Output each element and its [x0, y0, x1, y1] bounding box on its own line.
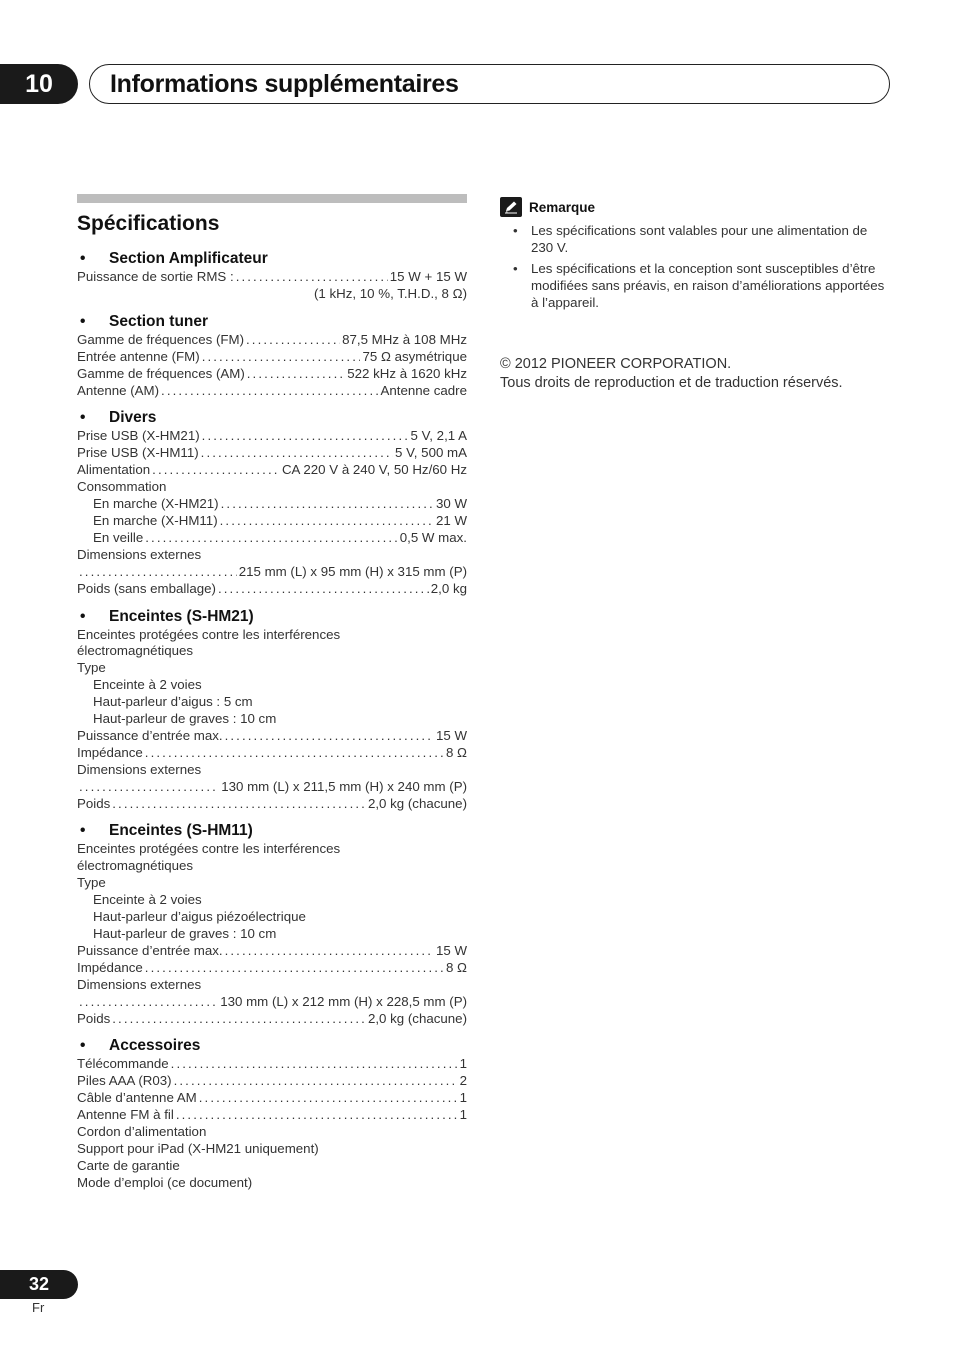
- spec-value: 15 W: [435, 942, 467, 958]
- spec-value: 0,5 W max.: [399, 529, 467, 545]
- leader-dots: [201, 445, 393, 462]
- amp-section: [77, 249, 467, 303]
- note-header: [500, 196, 890, 218]
- spec-label: Prise USB (X-HM11): [77, 445, 199, 461]
- chapter-title-box: [89, 64, 890, 104]
- leader-dots: [225, 728, 434, 745]
- spec-label: Impédance: [77, 744, 143, 760]
- spec-value: 5 V, 500 mA: [395, 445, 467, 461]
- spec-value: 130 mm (L) x 211,5 mm (H) x 240 mm (P): [221, 778, 467, 794]
- leader-dots: [247, 366, 346, 383]
- spec-text: Support pour iPad (X-HM21 uniquement): [77, 1140, 319, 1156]
- spec-text: Haut-parleur de graves : 10 cm: [93, 711, 277, 727]
- spec-text: Carte de garantie: [77, 1157, 180, 1173]
- chapter-number-tab: [0, 64, 78, 104]
- pencil-icon: [500, 197, 522, 217]
- spec-value: 8 Ω: [445, 744, 467, 760]
- spec-value: 1: [459, 1107, 467, 1123]
- leader-dots: [79, 994, 218, 1011]
- spec-label: Câble d’antenne AM: [77, 1090, 197, 1106]
- spec-label: Consommation: [77, 479, 167, 495]
- leader-dots: [218, 581, 429, 598]
- spec-row: [77, 1056, 467, 1073]
- spec-value: 87,5 MHz à 108 MHz: [342, 331, 467, 347]
- spec-value: 21 W: [435, 512, 467, 528]
- accessories-heading: • Accessoires: [77, 1036, 467, 1056]
- spec-value: CA 220 V à 240 V, 50 Hz/60 Hz: [281, 462, 467, 478]
- spec-text: Haut-parleur de graves : 10 cm: [93, 926, 277, 941]
- spec-text: Cordon d’alimentation: [77, 1124, 207, 1140]
- leader-dots: [145, 530, 397, 547]
- spec-text: Enceintes protégées contre les interférences: [77, 626, 341, 642]
- spec-label: Piles AAA (R03): [77, 1073, 172, 1089]
- spec-row: [77, 994, 467, 1011]
- s-hm11-heading: • Enceintes (S-HM11): [77, 821, 467, 841]
- spec-label: Poids: [77, 795, 111, 811]
- spec-row: [77, 943, 467, 960]
- tuner-section: [77, 312, 467, 400]
- leader-dots: [202, 349, 361, 366]
- language-code: Fr: [32, 1300, 45, 1315]
- spec-label: Impédance: [77, 959, 143, 975]
- spec-row: [77, 581, 467, 598]
- spec-label: Dimensions externes: [77, 761, 202, 777]
- spec-value: 30 W: [435, 496, 467, 512]
- copyright-line: © 2012 PIONEER CORPORATION.: [500, 355, 732, 372]
- spec-text: Enceinte à 2 voies: [93, 892, 202, 908]
- spec-row: [77, 779, 467, 796]
- leader-dots: [246, 332, 340, 349]
- chapter-title: Informations supplémentaires: [110, 69, 459, 98]
- spec-label: Antenne FM à fil: [77, 1107, 174, 1123]
- spec-row: [77, 1107, 467, 1124]
- leader-dots: [79, 564, 237, 581]
- note-list: [500, 223, 890, 312]
- leader-dots: [199, 1090, 458, 1107]
- s-hm21-heading: • Enceintes (S-HM21): [77, 607, 467, 627]
- spec-label: Type: [77, 875, 106, 891]
- spec-label: Alimentation: [77, 462, 151, 478]
- spec-row: [77, 1073, 467, 1090]
- amp-heading: • Section Amplificateur: [77, 249, 467, 269]
- spec-label: En veille: [93, 529, 144, 545]
- leader-dots: [202, 428, 409, 445]
- spec-row: [77, 445, 467, 462]
- spec-row: [77, 745, 467, 762]
- s-hm21-section: [77, 607, 467, 813]
- spec-text: électromagnétiques: [77, 858, 194, 874]
- spec-row: [77, 349, 467, 366]
- spec-label: Entrée antenne (FM): [77, 348, 200, 364]
- spec-value: 8 Ω: [445, 959, 467, 975]
- spec-value: 130 mm (L) x 212 mm (H) x 228,5 mm (P): [220, 993, 467, 1009]
- spec-value: 2: [459, 1073, 467, 1089]
- spec-value: 215 mm (L) x 95 mm (H) x 315 mm (P): [238, 563, 467, 579]
- spec-label: Dimensions externes: [77, 546, 202, 562]
- spec-label: Gamme de fréquences (AM): [77, 365, 245, 381]
- leader-dots: [161, 383, 378, 400]
- leader-dots: [221, 496, 434, 513]
- s-hm11-section: [77, 821, 467, 1027]
- spec-value: 75 Ω asymétrique: [362, 348, 467, 364]
- page-number-tab: [0, 1270, 78, 1299]
- spec-text: Haut-parleur d’aigus : 5 cm: [93, 694, 253, 710]
- spec-value: 2,0 kg (chacune): [367, 1010, 467, 1026]
- note-title: Remarque: [529, 199, 596, 215]
- spec-row: [77, 1090, 467, 1107]
- spec-text: Enceinte à 2 voies: [93, 677, 202, 693]
- spec-label: Prise USB (X-HM21): [77, 428, 200, 444]
- spec-row: [77, 960, 467, 977]
- spec-label: Poids (sans emballage): [77, 580, 216, 596]
- spec-row: [77, 728, 467, 745]
- spec-value: (1 kHz, 10 %, T.H.D., 8 Ω): [313, 285, 467, 301]
- specifications-column: [77, 194, 467, 1192]
- spec-value: 522 kHz à 1620 kHz: [347, 365, 467, 381]
- leader-dots: [236, 269, 388, 286]
- leader-dots: [112, 796, 366, 813]
- section-bar: [77, 194, 467, 203]
- spec-row: [77, 564, 467, 581]
- spec-text: Haut-parleur d’aigus piézoélectrique: [93, 909, 306, 925]
- spec-text: Enceintes protégées contre les interférences: [77, 841, 341, 857]
- spec-value: 5 V, 2,1 A: [410, 428, 467, 444]
- chapter-number: 10: [25, 69, 53, 98]
- spec-value: 15 W: [435, 727, 467, 743]
- spec-label: Antenne (AM): [77, 382, 160, 398]
- leader-dots: [152, 462, 280, 479]
- spec-label: Puissance de sortie RMS :: [77, 269, 234, 284]
- spec-value: Antenne cadre: [380, 382, 467, 398]
- note-item: • Les spécifications et la conception sont susceptibles d’être modifiées sans préavis, en raison d’améliorations apportées à l’appareil.: [500, 261, 890, 312]
- copyright: [500, 355, 890, 393]
- spec-text: électromagnétiques: [77, 643, 194, 659]
- spec-label: Dimensions externes: [77, 976, 202, 992]
- divers-section: [77, 408, 467, 597]
- leader-dots: [220, 513, 434, 530]
- spec-label: Type: [77, 660, 106, 676]
- notes-column: [500, 196, 890, 393]
- leader-dots: [79, 779, 219, 796]
- leader-dots: [112, 1011, 366, 1028]
- spec-row: [77, 513, 467, 530]
- spec-row: [77, 1011, 467, 1028]
- spec-row-continued: [77, 286, 467, 303]
- divers-heading: • Divers: [77, 408, 467, 428]
- spec-value: 1: [459, 1056, 467, 1072]
- spec-row: [77, 462, 467, 479]
- leader-dots: [225, 943, 434, 960]
- spec-row: [77, 428, 467, 445]
- spec-label: Poids: [77, 1010, 111, 1026]
- leader-dots: [176, 1107, 458, 1124]
- leader-dots: [145, 960, 444, 977]
- tuner-heading: • Section tuner: [77, 312, 467, 332]
- spec-row: [77, 332, 467, 349]
- copyright-line: Tous droits de reproduction et de traduction réservés.: [500, 374, 843, 391]
- leader-dots: [174, 1073, 458, 1090]
- spec-row: [77, 383, 467, 400]
- note-item: • Les spécifications sont valables pour une alimentation de 230 V.: [500, 223, 890, 257]
- spec-label: En marche (X-HM11): [93, 512, 218, 528]
- spec-label: Puissance d’entrée max.: [77, 727, 223, 743]
- spec-row: [77, 530, 467, 547]
- leader-dots: [171, 1056, 458, 1073]
- spec-label: Puissance d’entrée max.: [77, 942, 223, 958]
- spec-label: Télécommande: [77, 1056, 169, 1072]
- spec-value: 2,0 kg (chacune): [367, 795, 467, 811]
- spec-value: 15 W + 15 W: [389, 269, 467, 284]
- spec-label: Gamme de fréquences (FM): [77, 331, 245, 347]
- page-number: 32: [28, 1274, 50, 1294]
- accessories-section: [77, 1036, 467, 1191]
- spec-text: Mode d’emploi (ce document): [77, 1174, 253, 1190]
- spec-label: En marche (X-HM21): [93, 496, 219, 512]
- spec-row: [77, 496, 467, 513]
- spec-row: [77, 796, 467, 813]
- spec-value: 1: [459, 1090, 467, 1106]
- spec-value: 2,0 kg: [430, 580, 467, 596]
- section-title: Spécifications: [77, 212, 220, 235]
- spec-row: [77, 269, 467, 286]
- spec-row: [77, 366, 467, 383]
- leader-dots: [145, 745, 444, 762]
